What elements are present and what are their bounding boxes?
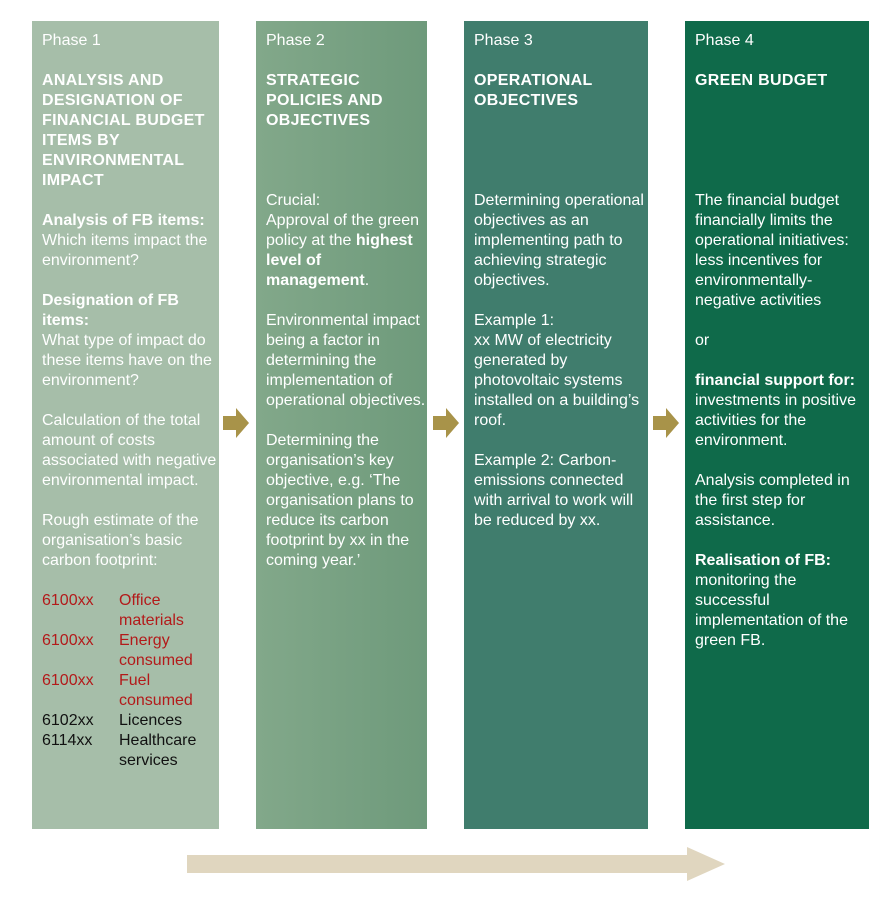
phase-3-title: OPERATIONAL OBJECTIVES xyxy=(474,72,593,109)
phase-1-label: Phase 1 xyxy=(42,32,101,49)
phase-3-column xyxy=(464,21,648,829)
budget-code: 6100xx xyxy=(42,672,94,689)
phase-1-calculation-text: Calculation of the total amount of costs associated with negative environmental impact. xyxy=(42,412,217,489)
phase-1-title: ANALYSIS AND DESIGNATION OF FINANCIAL BUDGET ITEMS BY ENVIRONMENTAL IMPACT xyxy=(42,72,205,189)
phase-4-support-heading: financial support for: xyxy=(695,372,855,389)
budget-code-description: Licences xyxy=(119,712,183,729)
phase-1-designation-heading: Designation of FB items: xyxy=(42,292,179,329)
phase-1-analysis-heading: Analysis of FB items: xyxy=(42,212,205,229)
phase-4-realisation-text: monitoring the successful implementation of the green FB. xyxy=(695,572,848,649)
phase-3-label: Phase 3 xyxy=(474,32,533,49)
budget-code-description: Office materials xyxy=(119,592,184,629)
phase-3-example2-text: Example 2: Carbon-emissions connected with arrival to work will be reduced by xx. xyxy=(474,452,634,529)
phase-3-determining-text: Determining operational objectives as an implementing path to achieving strategic objectives. xyxy=(474,192,644,289)
budget-code-row xyxy=(42,671,219,711)
phase-2-title: STRATEGIC POLICIES AND OBJECTIVES xyxy=(266,72,383,129)
budget-code-description: Healthcare services xyxy=(119,732,197,769)
phase-4-support-text: investments in positive activities for the environment. xyxy=(695,392,856,449)
budget-code-list xyxy=(42,591,219,771)
phase-1-analysis-text: Which items impact the environment? xyxy=(42,232,208,269)
phase-2-key-objective-text: Determining the organisation’s key objective, e.g. ‘The organisation plans to reduce its carbon footprint by xx in the coming year.’ xyxy=(266,432,414,569)
budget-code-description: Energy consumed xyxy=(119,632,193,669)
budget-code-description: Fuel consumed xyxy=(119,672,193,709)
arrow-right-icon xyxy=(223,408,249,438)
phase-4-or-text: or xyxy=(695,332,710,349)
approval-end: . xyxy=(364,272,370,289)
phase-2-crucial-label: Crucial: xyxy=(266,192,321,209)
process-flow-arrow-icon xyxy=(187,847,725,881)
phase-3-example1-label: Example 1: xyxy=(474,312,555,329)
phase-4-title: GREEN BUDGET xyxy=(695,72,828,89)
arrow-right-icon xyxy=(433,408,459,438)
phase-4-limits-text: The financial budget financially limits the operational initiatives: less incentives for environmentally-negative activities xyxy=(695,192,849,309)
budget-code: 6100xx xyxy=(42,592,94,609)
budget-code: 6102xx xyxy=(42,712,94,729)
phase-1-estimate-text: Rough estimate of the organisation’s basic carbon footprint: xyxy=(42,512,199,569)
phase-2-column xyxy=(256,21,427,829)
phase-1-column xyxy=(32,21,219,829)
budget-code-row xyxy=(42,711,219,731)
budget-code-row xyxy=(42,591,219,631)
phase-2-label: Phase 2 xyxy=(266,32,325,49)
budget-code: 6100xx xyxy=(42,632,94,649)
arrow-right-icon xyxy=(653,408,679,438)
approval-bold: highest level of management xyxy=(266,232,413,289)
phase-2-approval-text xyxy=(266,211,427,291)
budget-code-row xyxy=(42,631,219,671)
approval-text: Approval of the green policy at the xyxy=(266,212,419,249)
budget-code-row xyxy=(42,731,219,771)
phase-4-realisation-heading: Realisation of FB: xyxy=(695,552,832,569)
phase-1-designation-text: What type of impact do these items have on the environment? xyxy=(42,332,212,389)
phase-4-analysis-completed-text: Analysis completed in the first step for assistance. xyxy=(695,472,850,529)
phase-4-column xyxy=(685,21,869,829)
phase-3-example1-text: xx MW of electricity generated by photovoltaic systems installed on a building’s roof. xyxy=(474,332,640,429)
phase-4-label: Phase 4 xyxy=(695,32,754,49)
budget-code: 6114xx xyxy=(42,732,93,749)
phase-2-impact-text: Environmental impact being a factor in determining the implementation of operational objectives. xyxy=(266,312,426,409)
